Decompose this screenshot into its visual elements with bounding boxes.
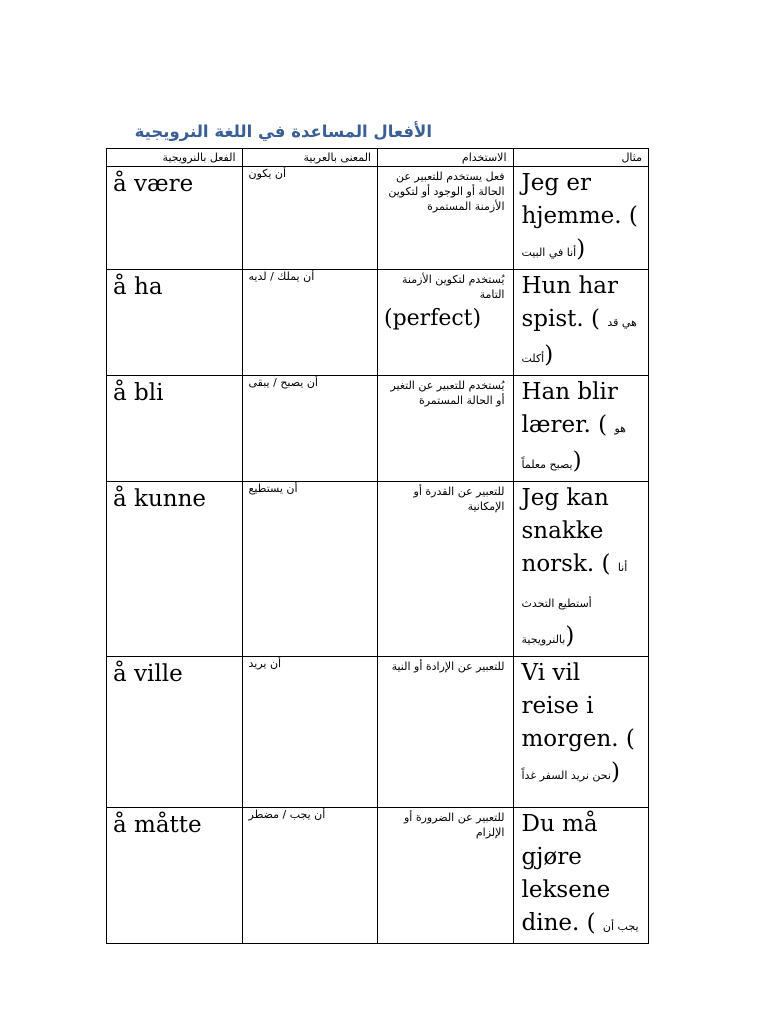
table-header-row [107,149,649,167]
table-row [107,657,649,808]
verb-cell: å måtte [107,808,243,944]
header-cell: الفعل بالنرويجية [107,149,243,167]
example-cell: Hun har spist. ( هي قد أكلت) [513,270,649,376]
verb-cell: å ha [107,270,243,376]
usage-cell: للتعبير عن الإرادة أو النية [378,657,514,808]
auxiliary-verbs-table [106,148,649,944]
verb-cell: å bli [107,376,243,482]
usage-cell: فعل يستخدم للتعبير عن الحالة أو الوجود أو لتكوين الأزمنة المستمرة [378,167,514,270]
meaning-cell: أن يكون [242,167,378,270]
example-cell: Jeg kan snakke norsk. ( أنا أستطيع التحدث بالنرويجية) [513,482,649,657]
header-cell: المعنى بالعربية [242,149,378,167]
meaning-cell: أن يريد [242,657,378,808]
verb-cell: å ville [107,657,243,808]
table-row [107,376,649,482]
header-cell: مثال [513,149,649,167]
example-cell: Vi vil reise i morgen. ( نحن نريد السفر غداً) [513,657,649,808]
table-row [107,270,649,376]
table-row [107,167,649,270]
usage-cell: للتعبير عن الضرورة أو الإلزام [378,808,514,944]
meaning-cell: أن يصبح / يبقى [242,376,378,482]
table-row [107,482,649,657]
usage-cell: للتعبير عن القدرة أو الإمكانية [378,482,514,657]
usage-cell: يُستخدم للتعبير عن التغير أو الحالة المستمرة [378,376,514,482]
verb-cell: å være [107,167,243,270]
meaning-cell: أن يستطيع [242,482,378,657]
usage-cell: يُستخدم لتكوين الأزمنة التامة (perfect) [378,270,514,376]
meaning-cell: أن يملك / لديه [242,270,378,376]
example-cell: Jeg er hjemme. ( أنا في البيت) [513,167,649,270]
table-row [107,808,649,944]
document-title: الأفعال المساعدة في اللغة النرويجية [134,122,432,141]
header-cell: الاستخدام [378,149,514,167]
example-cell: Du må gjøre leksene dine. ( يجب أن [513,808,649,944]
meaning-cell: أن يجب / مضطر [242,808,378,944]
example-cell: Han blir lærer. ( هو يصبح معلماً) [513,376,649,482]
verb-cell: å kunne [107,482,243,657]
